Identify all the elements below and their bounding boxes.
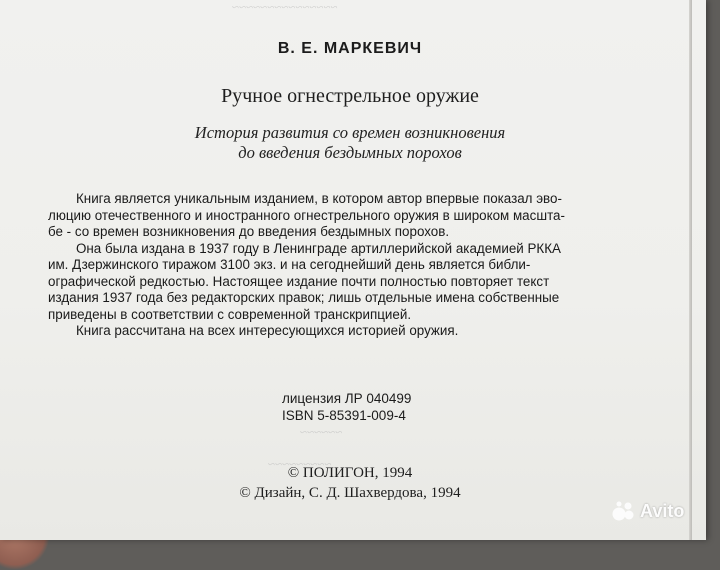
copyright-design: © Дизайн, С. Д. Шахвердова, 1994 bbox=[239, 485, 461, 501]
avito-watermark bbox=[612, 500, 684, 522]
subtitle-line: История развития со времен возникновения bbox=[194, 123, 506, 142]
bleed-through-text: ~~~~~~~~~~~~~~~ bbox=[232, 0, 338, 14]
annotation-line: люцию отечественного и иностранного огнестрельного оружия в широком масшта- bbox=[48, 207, 565, 223]
isbn: ISBN 5-85391-009-4 bbox=[282, 408, 406, 423]
imprint-block bbox=[282, 390, 411, 424]
annotation-line: Она была издана в 1937 году в Ленинграде артиллерийской академией РККА bbox=[76, 240, 561, 256]
annotation-line: издания 1937 года без редакторских правок; лишь отдельные имена собственные bbox=[48, 290, 560, 305]
annotation-line: Книга является уникальным изданием, в котором автор впервые показал эво- bbox=[76, 191, 562, 206]
annotation-line: приведены в соответствии с современной транскрипцией. bbox=[48, 306, 412, 322]
book-title: Ручное огнестрельное оружие bbox=[221, 85, 479, 107]
annotation-line: им. Дзержинского тиражом 3100 экз. и на сегоднейший день является библи- bbox=[48, 257, 531, 272]
author-name: В. Е. МАРКЕВИЧ bbox=[277, 40, 423, 57]
license-number: лицензия ЛР 040499 bbox=[282, 391, 412, 406]
bleed-through-text: ~~~~~~~~~ bbox=[268, 456, 332, 471]
annotation-line: Книга рассчитана на всех интересующихся историей оружия. bbox=[76, 323, 459, 338]
avito-logo-icon bbox=[612, 500, 636, 522]
copyright-block bbox=[0, 463, 700, 503]
copyright-publisher: © ПОЛИГОН, 1994 bbox=[287, 465, 413, 481]
bleed-through-text: ~~~~~~ bbox=[300, 424, 343, 439]
watermark-text: Avito bbox=[640, 500, 685, 521]
annotation-text bbox=[48, 191, 644, 340]
page-binding bbox=[689, 0, 692, 540]
book-subtitle bbox=[0, 123, 700, 163]
subtitle-line: до введения бездымных порохов bbox=[238, 143, 462, 162]
annotation-line: ографической редкостью. Настоящее издание почти полностью повторяет текст bbox=[48, 273, 550, 289]
annotation-line: бе - со времен возникновения до введения бездымных порохов. bbox=[48, 224, 450, 239]
